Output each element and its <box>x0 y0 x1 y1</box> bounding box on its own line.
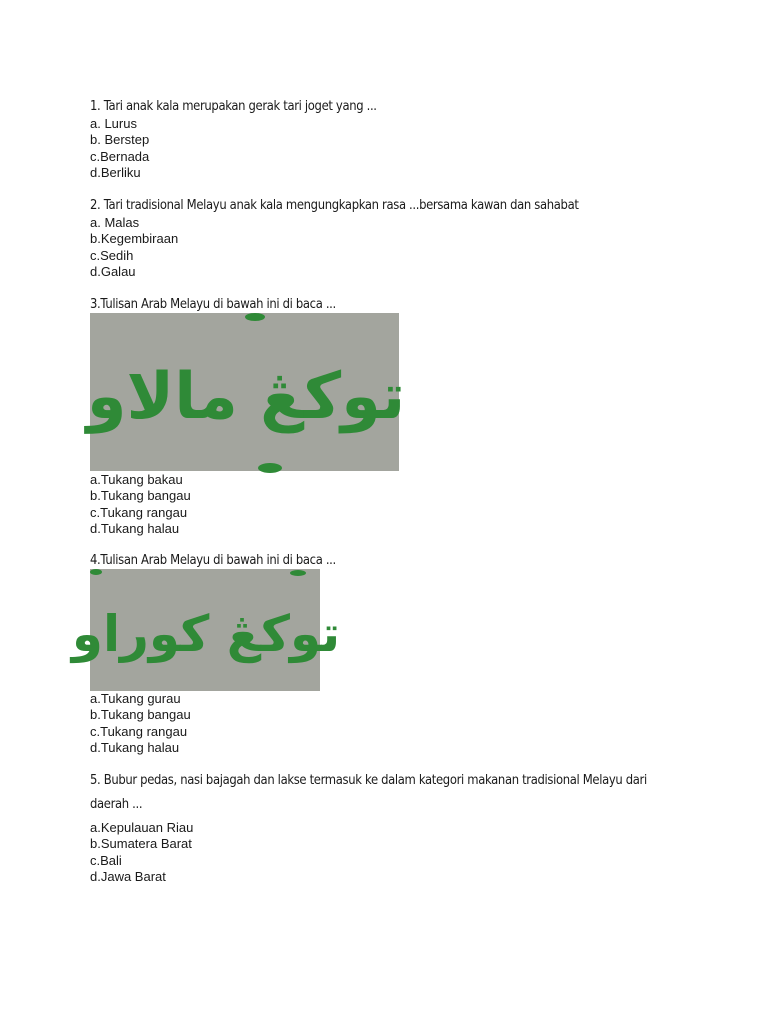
question-1-text: 1. Tari anak kala merupakan gerak tari joget yang ... <box>90 98 377 114</box>
question-1-option-a[interactable]: a. Lurus <box>90 116 137 131</box>
question-5-text-line-1: 5. Bubur pedas, nasi bajagah dan lakse termasuk ke dalam kategori makanan tradisional Melayu dari <box>90 772 647 788</box>
question-1-option-b[interactable]: b. Berstep <box>90 132 150 148</box>
question-1-option-c[interactable]: c.Bernada <box>90 148 150 164</box>
question-2-option-b[interactable]: b.Kegembiraan <box>90 231 179 247</box>
question-4-options <box>90 691 191 757</box>
question-3-option-a[interactable]: a.Tukang bakau <box>90 472 183 487</box>
question-5-option-a[interactable]: a.Kepulauan Riau <box>90 820 194 835</box>
question-4-option-b[interactable]: b.Tukang bangau <box>90 707 191 723</box>
question-4-arabic-image <box>71 569 341 691</box>
question-3-arabic-image <box>86 313 406 471</box>
question-2-option-d[interactable]: d.Galau <box>90 264 136 280</box>
question-1-options <box>90 116 149 182</box>
question-2-option-a[interactable]: a. Malas <box>90 215 140 230</box>
question-2-options <box>90 215 178 281</box>
question-5-options <box>90 820 193 886</box>
question-4-option-a[interactable]: a.Tukang gurau <box>90 691 181 706</box>
question-3-text: 3.Tulisan Arab Melayu di bawah ini di baca ... <box>90 296 336 312</box>
question-3-options <box>90 472 191 538</box>
question-4-option-d[interactable]: d.Tukang halau <box>90 740 180 756</box>
question-3-option-d[interactable]: d.Tukang halau <box>90 521 180 537</box>
question-5-option-d[interactable]: d.Jawa Barat <box>90 869 166 885</box>
question-4-option-c[interactable]: c.Tukang rangau <box>90 723 188 739</box>
question-4-text: 4.Tulisan Arab Melayu di bawah ini di baca ... <box>90 552 336 568</box>
question-5-text-line-2: daerah ... <box>90 796 143 812</box>
question-2-text: 2. Tari tradisional Melayu anak kala mengungkapkan rasa ...bersama kawan dan sahabat <box>90 197 579 213</box>
question-3-option-c[interactable]: c.Tukang rangau <box>90 504 188 520</box>
question-5-option-b[interactable]: b.Sumatera Barat <box>90 836 192 852</box>
question-3-option-b[interactable]: b.Tukang bangau <box>90 488 191 504</box>
question-3-arabic-text: توکڠ مالاو <box>86 360 406 434</box>
question-5-option-c[interactable]: c.Bali <box>90 852 122 868</box>
question-4-arabic-text: توکڠ کوراو <box>71 605 341 663</box>
question-1-option-d[interactable]: d.Berliku <box>90 165 141 181</box>
question-2-option-c[interactable]: c.Sedih <box>90 247 134 263</box>
